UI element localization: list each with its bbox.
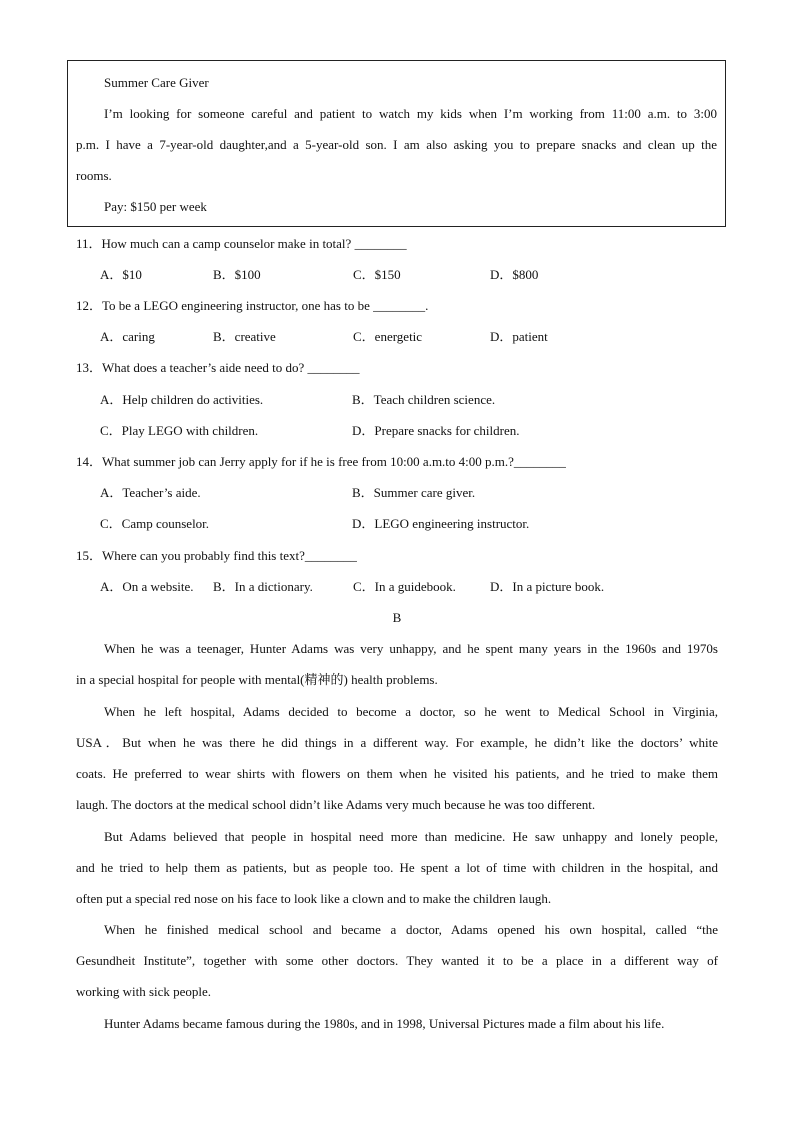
q15-option-c: C．In a guidebook. <box>353 579 456 594</box>
question-15: 15．Where can you probably find this text?________ <box>76 548 357 563</box>
b-p4-line-2: Gesundheit Institute”, together with some other doctors. They wanted it to be a place in a different way of <box>76 953 718 968</box>
q12-option-b: B．creative <box>213 329 276 344</box>
q11-option-d: D．$800 <box>490 267 539 282</box>
q14-option-d: D．LEGO engineering instructor. <box>352 516 530 531</box>
b-p1-line-2: in a special hospital for people with mental(精神的) health problems. <box>76 672 438 687</box>
ad-line-2: p.m. I have a 7-year-old daughter,and a 5-year-old son. I am also asking you to prepare snacks and clean up the <box>76 137 717 152</box>
b-p1-line-1: When he was a teenager, Hunter Adams was very unhappy, and he spent many years in the 1960s and 1970s <box>104 641 718 656</box>
section-b-heading: B <box>392 610 402 625</box>
question-11: 11．How much can a camp counselor make in total? ________ <box>76 236 407 251</box>
ad-title: Summer Care Giver <box>104 75 209 90</box>
q11-option-a: A．$10 <box>100 267 142 282</box>
b-p3-line-3: often put a special red nose on his face to look like a clown and to make the children laugh. <box>76 891 552 906</box>
q14-option-c: C．Camp counselor. <box>100 516 210 531</box>
q13-option-d: D．Prepare snacks for children. <box>352 423 520 438</box>
q14-option-b: B．Summer care giver. <box>352 485 476 500</box>
q13-option-b: B．Teach children science. <box>352 392 496 407</box>
ad-box <box>67 60 726 227</box>
b-p2-line-4: laugh. The doctors at the medical school didn’t like Adams very much because he was too different. <box>76 797 596 812</box>
b-p4-line-1: When he finished medical school and became a doctor, Adams opened his own hospital, called “the <box>104 922 718 937</box>
q15-option-b: B．In a dictionary. <box>213 579 313 594</box>
ad-line-1: I’m looking for someone careful and patient to watch my kids when I’m working from 11:00 a.m. to 3:00 <box>104 106 717 121</box>
b-p2-line-3: coats. He preferred to wear shirts with flowers on them when he visited his patients, and he tried to make them <box>76 766 718 781</box>
q15-option-d: D．In a picture book. <box>490 579 605 594</box>
ad-line-3: rooms. <box>76 168 112 183</box>
b-p4-line-3: working with sick people. <box>76 984 212 999</box>
q12-option-a: A．caring <box>100 329 155 344</box>
q11-option-c: C．$150 <box>353 267 401 282</box>
q11-option-b: B．$100 <box>213 267 261 282</box>
question-13: 13．What does a teacher’s aide need to do? ________ <box>76 360 360 375</box>
q14-option-a: A．Teacher’s aide. <box>100 485 201 500</box>
b-p5-line-1: Hunter Adams became famous during the 1980s, and in 1998, Universal Pictures made a film about his life. <box>104 1016 665 1031</box>
b-p2-line-2: USA．But when he was there he did things in a different way. For example, he didn’t like the doctors’ white <box>76 735 718 750</box>
question-12: 12．To be a LEGO engineering instructor, one has to be ________. <box>76 298 429 313</box>
q15-option-a: A．On a website. <box>100 579 194 594</box>
q12-option-c: C．energetic <box>353 329 423 344</box>
q13-option-a: A．Help children do activities. <box>100 392 264 407</box>
b-p3-line-2: and he tried to help them as patients, but as people too. He spent a lot of time with children in the hospital, and <box>76 860 718 875</box>
b-p3-line-1: But Adams believed that people in hospital need more than medicine. He saw unhappy and lonely people, <box>104 829 718 844</box>
q13-option-c: C．Play LEGO with children. <box>100 423 259 438</box>
q12-option-d: D．patient <box>490 329 548 344</box>
b-p2-line-1: When he left hospital, Adams decided to become a doctor, so he went to Medical School in Virginia, <box>104 704 718 719</box>
question-14: 14．What summer job can Jerry apply for if he is free from 10:00 a.m.to 4:00 p.m.?________ <box>76 454 566 469</box>
ad-pay: Pay: $150 per week <box>104 199 207 214</box>
